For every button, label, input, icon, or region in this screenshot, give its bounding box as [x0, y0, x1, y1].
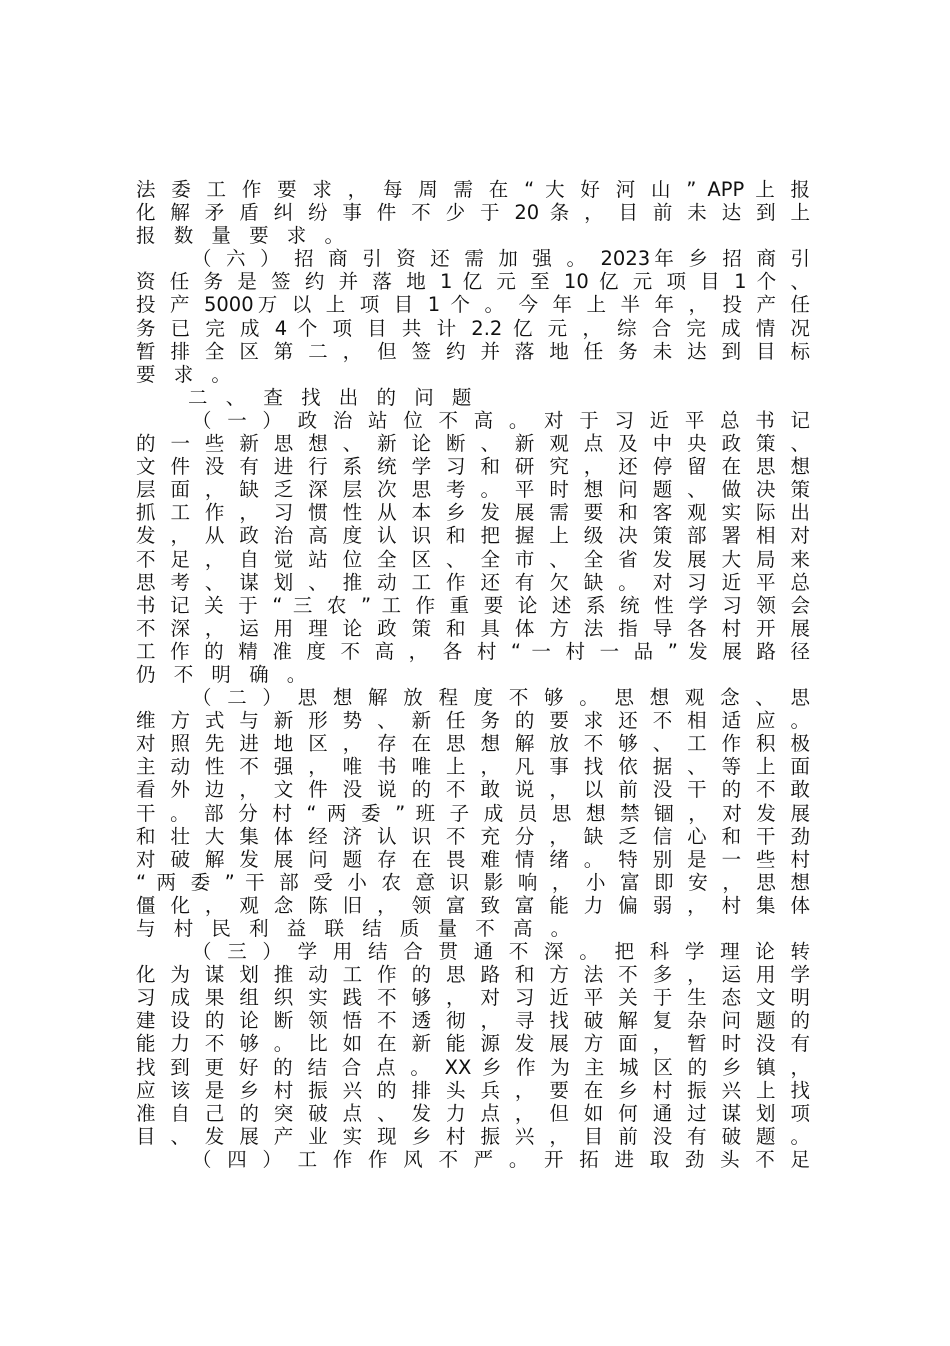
section-heading-line: （ 三 ） 学 用 结 合 贯 通 不 深 。 把 科 学 理 论 转 [192, 940, 810, 964]
text-line: 文 件 没 有 进 行 系 统 学 习 和 研 究 ， 还 停 留 在 思 想 [136, 455, 810, 479]
text-line: 不 足 ， 自 觉 站 位 全 区 、 全 市 、 全 省 发 展 大 局 来 [136, 547, 810, 571]
text-line: 投 产 5000万 以 上 项 目 1 个 。 今 年 上 半 年 ， 投 产 任 [136, 293, 810, 317]
text-line: 目 、 发 展 产 业 实 现 乡 村 振 兴 ， 目 前 没 有 破 题 。 [136, 1124, 810, 1148]
text-line: 报 数 量 要 求 。 [136, 224, 350, 248]
text-line: 务 已 完 成 4 个 项 目 共 计 2.2 亿 元 ， 综 合 完 成 情 况 [136, 316, 810, 340]
text-line: 化 为 谋 划 推 动 工 作 的 思 路 和 方 法 不 多 ， 运 用 学 [136, 963, 810, 987]
text-line: 的 一 些 新 思 想 、 新 论 断 、 新 观 点 及 中 央 政 策 、 [136, 432, 810, 456]
text-line: 抓 工 作 ， 习 惯 性 从 本 乡 发 展 需 要 和 客 观 实 际 出 [136, 501, 810, 525]
text-line: 仍 不 明 确 。 [136, 662, 313, 686]
section-heading-line: （ 四 ） 工 作 作 风 不 严 。 开 拓 进 取 劲 头 不 足 [192, 1147, 810, 1171]
document-body [136, 178, 810, 1171]
text-line: 对 照 先 进 地 区 ， 存 在 思 想 解 放 不 够 、 工 作 积 极 [136, 732, 810, 756]
text-line: 维 方 式 与 新 形 势 、 新 任 务 的 要 求 还 不 相 适 应 。 [136, 709, 810, 733]
text-line: 建 设 的 论 断 领 悟 不 透 彻 ， 寻 找 破 解 复 杂 问 题 的 [136, 1009, 810, 1033]
text-line: 习 成 果 组 织 实 践 不 够 ， 对 习 近 平 关 于 生 态 文 明 [136, 986, 810, 1010]
text-line: 看 外 边 ， 文 件 没 说 的 不 敢 说 ， 以 前 没 干 的 不 敢 [136, 778, 810, 802]
text-line: 思 考 、 谋 划 、 推 动 工 作 还 有 欠 缺 。 对 习 近 平 总 [136, 570, 810, 594]
text-line: 对 破 解 发 展 问 题 存 在 畏 难 情 绪 。 特 别 是 一 些 村 [136, 847, 810, 871]
chapter-heading: 二 、 查 找 出 的 问 题 [188, 385, 478, 409]
text-line: 干 。 部 分 村 “ 两 委 ” 班 子 成 员 思 想 禁 锢 ， 对 发 展 [136, 801, 810, 825]
text-line: 资 任 务 是 签 约 并 落 地 1 亿 元 至 10 亿 元 项 目 1 个 、 [136, 270, 810, 294]
text-line: 与 村 民 利 益 联 结 质 量 不 高 。 [136, 917, 577, 940]
text-line: 法 委 工 作 要 求 ， 每 周 需 在 “ 大 好 河 山 ” APP 上 报 [136, 178, 810, 201]
text-line: 书 记 关 于 “ 三 农 ” 工 作 重 要 论 述 系 统 性 学 习 领 会 [136, 593, 810, 617]
text-line: 工 作 的 精 准 度 不 高 ， 各 村 “ 一 村 一 品 ” 发 展 路 径 [136, 639, 810, 663]
section-heading-line: （ 六 ） 招 商 引 资 还 需 加 强 。 2023年 乡 招 商 引 [192, 247, 810, 271]
text-line: 僵 化 ， 观 念 陈 旧 ， 领 富 致 富 能 力 偏 弱 ， 村 集 体 [136, 893, 810, 917]
text-line: 发 ， 从 政 治 高 度 认 识 和 把 握 上 级 决 策 部 署 相 对 [136, 524, 810, 548]
text-line: 和 壮 大 集 体 经 济 认 识 不 充 分 ， 缺 乏 信 心 和 干 劲 [136, 824, 810, 848]
text-line: “ 两 委 ” 干 部 受 小 农 意 识 影 响 ， 小 富 即 安 ， 思 想 [136, 870, 810, 894]
text-line: 化 解 矛 盾 纠 纷 事 件 不 少 于 20 条 ， 目 前 未 达 到 上 [136, 201, 810, 225]
text-line: 找 到 更 好 的 结 合 点 。 XX 乡 作 为 主 城 区 的 乡 镇 ， [136, 1055, 810, 1079]
text-line: 主 动 性 不 强 ， 唯 书 唯 上 ， 凡 事 找 依 据 、 等 上 面 [136, 755, 810, 779]
text-line: 层 面 ， 缺 乏 深 层 次 思 考 。 平 时 想 问 题 、 做 决 策 [136, 478, 810, 502]
section-heading-line: （ 一 ） 政 治 站 位 不 高 。 对 于 习 近 平 总 书 记 [192, 408, 810, 432]
text-line: 不 深 ， 运 用 理 论 政 策 和 具 体 方 法 指 导 各 村 开 展 [136, 616, 810, 640]
section-heading-line: （ 二 ） 思 想 解 放 程 度 不 够 。 思 想 观 念 、 思 [192, 686, 810, 710]
text-line: 暂 排 全 区 第 二 ， 但 签 约 并 落 地 任 务 未 达 到 目 标 [136, 339, 810, 363]
text-line: 要 求 。 [136, 362, 237, 386]
text-line: 应 该 是 乡 村 振 兴 的 排 头 兵 ， 要 在 乡 村 振 兴 上 找 [136, 1078, 810, 1102]
text-line: 准 自 己 的 突 破 点 、 发 力 点 ， 但 如 何 通 过 谋 划 项 [136, 1101, 810, 1125]
text-line: 能 力 不 够 。 比 如 在 新 能 源 发 展 方 面 ， 暂 时 没 有 [136, 1032, 810, 1056]
